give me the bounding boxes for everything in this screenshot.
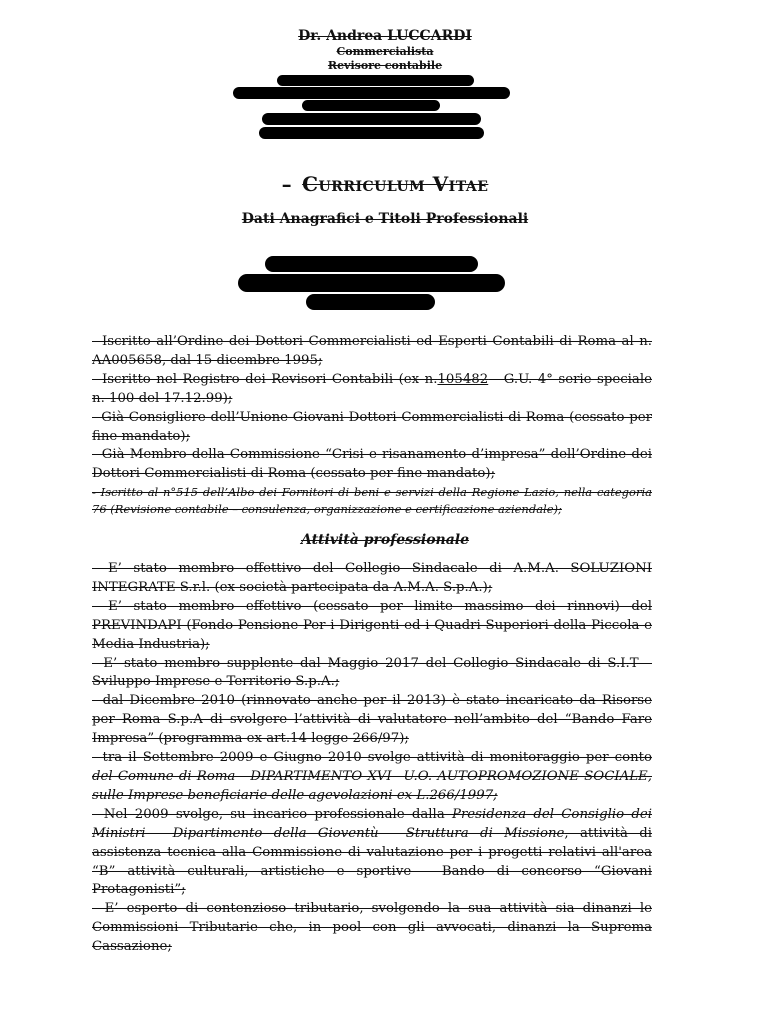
redaction-bar <box>259 127 484 139</box>
section2-list <box>92 560 652 957</box>
redaction-bar <box>302 100 440 111</box>
header-name: Dr. Andrea LUCCARDI <box>298 28 472 44</box>
redaction-bar <box>233 87 510 99</box>
title-text: Curriculum Vitae <box>302 172 489 196</box>
list-item: - Già Membro della Commissione “Crisi e risanamento d’impresa” dell’Ordine dei Dottori Commercialisti di Roma (cessato per fine mandato); <box>92 447 652 482</box>
document-title <box>0 172 770 196</box>
redaction-bar <box>277 75 474 86</box>
redaction-bar <box>265 256 478 272</box>
list-item: - Già Consigliere dell’Unione Giovani Dottori Commercialisti di Roma (cessato per fine mandato); <box>92 409 652 444</box>
list-item: - E’ stato membro effettivo (cessato per limite massimo dei rinnovi) del PREVINDAPI (Fondo Pensione Per i Dirigenti ed i Quadri Superiori della Piccola e Media Industria); <box>92 598 652 652</box>
redaction-bar <box>238 274 505 292</box>
list-item: - Iscritto al n°515 dell’Albo dei Fornitori di beni e servizi della Regione Lazio, nella categoria 76 (Revisione contabile – consulenza, organizzazione e certificazione aziendale); <box>92 485 652 517</box>
list-item: - E’ esperto di contenzioso tributario, svolgendo la sua attività sia dinanzi le Commissioni Tributarie che, in pool con gli avvocati, dinanzi la Suprema Cassazione; <box>92 901 652 955</box>
list-item: - Nel 2009 svolge, su incarico professionale dalla Presidenza del Consiglio dei Ministri - Dipartimento della Gioventù - Struttura di Missione, attività di assistenza tecnica alla Commissione di valutazione per i progetti relativi all'area “B” attività culturali, artistiche e sportive – Bando di concorso “Giovani Protagonisti”; <box>92 806 652 898</box>
section-heading-attivita: Attività professionale <box>300 532 470 548</box>
section-heading-anagrafici: Dati Anagrafici e Titoli Professionali <box>241 211 529 227</box>
header-profession-1: Commercialista <box>336 45 434 58</box>
list-item: - Iscritto nel Registro dei Revisori Contabili (ex n.105482 - G.U. 4° serie speciale n. 100 del 17.12.99); <box>92 371 652 406</box>
title-dash: – <box>281 172 293 196</box>
list-item: - tra il Settembre 2009 e Giugno 2010 svolge attività di monitoraggio per conto del Comune di Roma - DIPARTIMENTO XVI– U.O. AUTOPROMOZIONE SOCIALE, sulle Imprese beneficiarie delle agevolazioni ex L.266/1997; <box>92 750 652 803</box>
redaction-bar <box>306 294 435 310</box>
list-item: - Iscritto all’Ordine dei Dottori Commercialisti ed Esperti Contabili di Roma al n. AA005658, dal 15 dicembre 1995; <box>92 334 652 368</box>
section1-list <box>92 333 652 518</box>
list-item: - dal Dicembre 2010 (rinnovato anche per il 2013) è stato incaricato da Risorse per Roma S.p.A di svolgere l’attività di valutatore nell’ambito del “Bando Fare Impresa” (programma ex art.14 legge 266/97); <box>92 693 652 747</box>
list-item: - E’ stato membro effettivo del Collegio Sindacale di A.M.A. SOLUZIONI INTEGRATE S.r.l. (ex società partecipata da A.M.A. S.p.A.); <box>92 561 652 595</box>
list-item: - E’ stato membro supplente dal Maggio 2017 del Collegio Sindacale di S.I.T – Sviluppo Imprese e Territorio S.p.A.; <box>92 655 652 690</box>
header-profession-2: Revisore contabile <box>327 59 443 72</box>
redaction-bar <box>262 113 481 125</box>
